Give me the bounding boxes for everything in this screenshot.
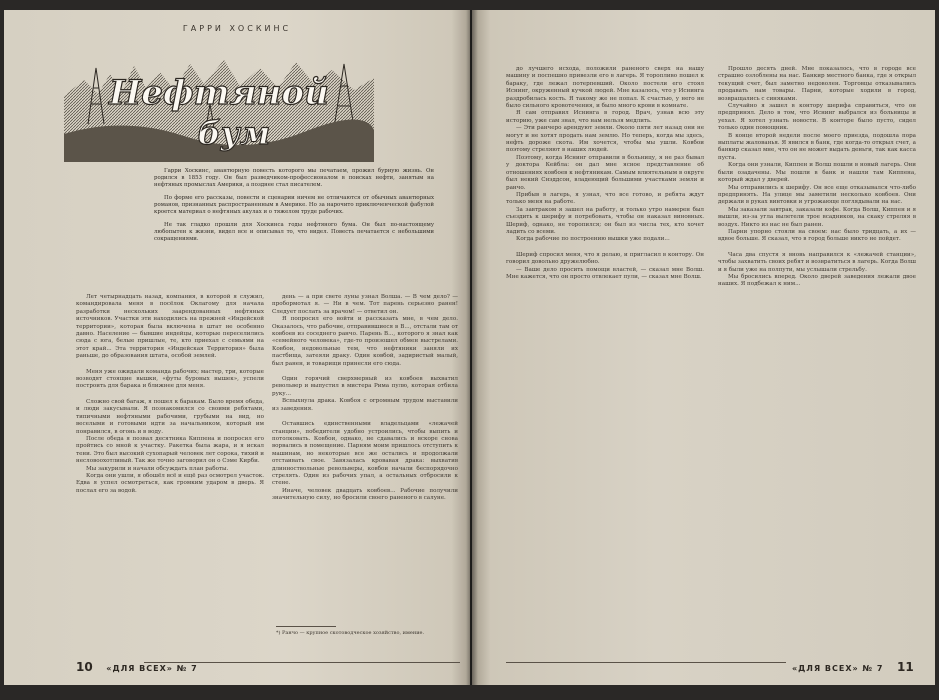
body-paragraph: Когда они ушли, я обошёл всё и ещё раз осмотрел участок. Едва я успел осмотреться, как громким ударом в дверь. Я послал его за водой.	[76, 472, 264, 494]
body-paragraph: Когда они узнали, Киппен и Волш пошли в новый лагерь. Они были озадачены. Мы пошли в банк и нашли там Киппена, который ждал у дверей.	[718, 162, 916, 184]
body-paragraph: За завтраком я зашел на работу, и только утро намерен был съездить к шерифу и потребовать, чтобы он наказал виновных. Шериф, однако, не торопился; он был из числа тех, кто хочет ладить со всеми.	[506, 206, 704, 235]
footnote-rule	[276, 626, 336, 627]
page-number: 11	[897, 660, 914, 674]
body-paragraph: Случайно я зашел в контору шерифа справиться, что он предпринял. Дело в том, что Иснинг выбрался из больницы и уехал. Я хотел узнать новости. В конторе было пусто, сидел только один помощник.	[718, 103, 916, 132]
footer-rule	[506, 662, 786, 663]
footnote: *) Ранчо — крупное скотоводческое хозяйство, имение.	[276, 630, 425, 636]
body-paragraph: день — а при свете луны узнал Волша. — В чем дело? — пробормотал я. — Ни в чем. Тот парень серьезно ранен! Следует послать за врачом! — ответил он.	[272, 294, 458, 315]
body-paragraph: Шериф спросил меня, что я делаю, и пригласил в контору. Он говорил довольно дружелюбно.	[506, 251, 704, 266]
body-paragraph: Сложно свой багаж, я пошел к баракам. Было время обеда, и люди закусывали. Я познакомился со своими ребятами, типичными нефтяными рабочими, грубыми на вид, но веселыми и готовыми идти за начальником, который им понравился, в огонь и в воду.	[76, 398, 264, 435]
left-column-1	[76, 294, 264, 652]
body-paragraph: Меня уже ожидали команда рабочих; мастер, три, которые возводят стоящие вышки, «футы буровых вышек», успели построить для барака и ближнее для меня.	[76, 368, 264, 390]
body-paragraph: Прошло десять дней. Мне показалось, что в городе все страшно озлоблены на нас. Банкир местного банка, где я открыл текущий счет, был заметно недоволен. Торговцы отказывались продавать нам товары. Парни, которые ходили в город, возвращались с синяками.	[718, 66, 916, 102]
body-paragraph: Поэтому, когда Иснинг отправили в больницу, я не раз бывал у доктора Кейбла: он дал мне ясное представление об отношениях ковбоев к нефтяникам. Самым влиятельным в округе был некий Снэддсон, владеющий большими участками земли и ранчо.	[506, 154, 704, 191]
left-footer	[76, 656, 198, 675]
body-paragraph: до лучшего исхода, положили раненого сверх на нашу машину и поспешно привезли его в лагерь. Я торопливо пошел к бараку, где лежал потерпевший. Около постели его стоял Иснинг, окруженный кучкой людей. Мне казалось, что у Иснинга раздробилась кость. Я такому же не попал. К счастью, у него не было сильного кровотечения, и было много крови в комнате.	[506, 66, 704, 110]
page-number: 10	[76, 660, 93, 674]
body-paragraph: Я сам отправил Иснинга в город. Врач, узнав всю эту историю, уже сам знал, что нам нельзя медлить.	[506, 110, 704, 124]
intro-paragraph: Гарри Хоскинс, авантюрную повесть которого мы печатаем, прожил бурную жизнь. Он родился в 1853 году. Он был разведчиком-профессионалом в поисках нефти, занятым на нефтяных промыслах Америки, а позднее стал писателем.	[154, 168, 434, 188]
right-column-2	[718, 66, 916, 646]
intro-paragraph: Не так гладко прошли для Хоскинса годы нефтяного бума. Он был по-настоящему любопытен к жизни, видел все и описывал то, что видел. Повесть печатается с небольшими сокращениями.	[154, 222, 434, 242]
title-line-2: бум	[197, 114, 271, 152]
body-paragraph: Мы заказали завтрак, заказали кофе. Когда Волш, Киппен и я вышли, из-за угла вылетели трое всадников, на скаку стреляя в воздух. Никто из нас не был ранен.	[718, 206, 916, 228]
title-line-1: Нефтяной	[109, 73, 329, 113]
intro-text	[154, 168, 434, 249]
footer-rule	[144, 662, 460, 663]
title-banner	[64, 44, 374, 162]
body-paragraph: Я попросил его войти и рассказать мне, в чем дело. Оказалось, что рабочие, отправившиеся в В..., отстали там от ковбоев из соседнего ранчо. Парень В..., которого я знал как «семейного человека», где-то произошел обмен выстрелами. Ковбои, недовольные тем, что нефтяники заняли их пастбища, затеяли драку. Один ковбой, задиристый малый, был ранен, и товарищи принесли его сюда.	[272, 316, 458, 367]
body-paragraph: Парни упорно стояли на своем: нас было тридцать, а их — вдвое больше. Я сказал, что в город больше никто не пойдет.	[718, 228, 916, 243]
left-page	[4, 10, 470, 685]
body-paragraph: Лет четырнадцать назад, компания, в которой я служил, командировала меня в посёлок Оклагому для начала разработки нескольких заарендованных нефтяных источников. Участки эти находились на прежней «Индейской территории», которая была включена в штат не особенно давно. Население — бывшие индейцы, которые переселились сюда с юга, белые пришлые, те, кто приехал с семьями на этот край... Эта территория «Индейская Территория» была раньше, до образования штата, особой землей.	[76, 294, 264, 360]
left-column-2	[272, 294, 458, 628]
right-page	[472, 10, 935, 685]
body-paragraph: Иначе, человек двадцать ковбоев... Рабочие получили значительную силу, но бросили своего раненого в салуне.	[272, 487, 458, 502]
body-paragraph: Мы бросились вперед. Около дверей заведения лежали двое наших. Я подбежал к ним...	[718, 273, 916, 288]
book-gutter	[466, 10, 478, 685]
body-paragraph: После обеда я позвал десятника Киппена и попросил его пройтись со мной к участку. Ракетка была жара, и я искал тени. Это был высокий сухопарый человек лет сорока, тихий и несловоохотливый. Так же точно заговорил он о Сэме Кирби.	[76, 435, 264, 465]
body-paragraph: Вспыхнула драка. Ковбоя с огромным трудом выставили из заведения.	[272, 398, 458, 412]
right-column-1	[506, 66, 704, 646]
body-paragraph: Мы закурили и начали обсуждать план работы.	[86, 465, 229, 472]
body-paragraph: Прибыв в лагерь, я узнал, что все готово, и ребята ждут только меня на работе.	[506, 191, 704, 206]
magazine-name: «ДЛЯ ВСЕХ» № 7	[792, 664, 884, 673]
magazine-name: «ДЛЯ ВСЕХ» № 7	[106, 664, 198, 673]
magazine-spread	[4, 10, 935, 690]
body-paragraph: Оставшись единственными владельцами «лежачей станции», победители удобно устроились, чтобы выпить и потолковать. Ковбои, однако, не сдавались и вскоре снова ворвались в помещение. Парням моим пришлось отступить к машинам, но некоторые все же остались и продолжали отстаивать свое. Завязалась кровавая драка: выхватив длинноствольные револьверы, ковбои начали беспорядочно стрелять. Один из рабочих упал, а остальных отбросили к стене.	[272, 421, 458, 487]
body-paragraph: Часа два спустя я вновь направился к «лежачей станции», чтобы захватить своих ребят и возвратиться в лагерь. Когда Волш и я были уже на полпути, мы услышали стрельбу.	[718, 251, 916, 273]
right-footer	[792, 656, 914, 675]
body-paragraph: Один горячий сверхмерный из ковбоев выхватил револьвер и выпустил в мистера Рима пулю, которая отбила руку...	[272, 376, 458, 397]
body-paragraph: — Ваше дело просить помощи властей, — сказал мне Волш. Мне кажется, что он просто отвлекает пули, — сказал мне Волш.	[506, 266, 704, 280]
body-paragraph: — Эти ранчеро арендуют земли. Около пяти лет назад они не могут и не хотят продать нам землю. Но теперь, когда мы здесь, нефть дороже скота. Им хочется, чтобы мы ушли. Ковбои поэтому стреляют в наших людей.	[506, 125, 704, 154]
body-paragraph: Мы отправились к шерифу. Он все еще отказывался что-либо предпринять. На улице мы заметили несколько ковбоев. Они держали в руках винтовки и угрожающе поглядывали на нас.	[718, 184, 916, 206]
intro-paragraph: По форме его рассказы, повести и сценарии ничем не отличаются от обычных авантюрных романов, признанных распространенным в Америке. Но за нарочито приключенческой фабулой кроется материал о нефтяных акулах и о тяжелом труде рабочих.	[154, 195, 434, 215]
author-name: ГАРРИ ХОСКИНС	[182, 24, 292, 33]
body-paragraph: В конце второй недели после моего приезда, подошла пора выплаты жалованья. Я явился в банк, где когда-то открыл счет, а банкир сказал мне, что он не может выдать деньги, так как касса пуста.	[718, 132, 916, 161]
body-paragraph: Когда рабочие по построению вышки уже подали...	[516, 236, 670, 243]
